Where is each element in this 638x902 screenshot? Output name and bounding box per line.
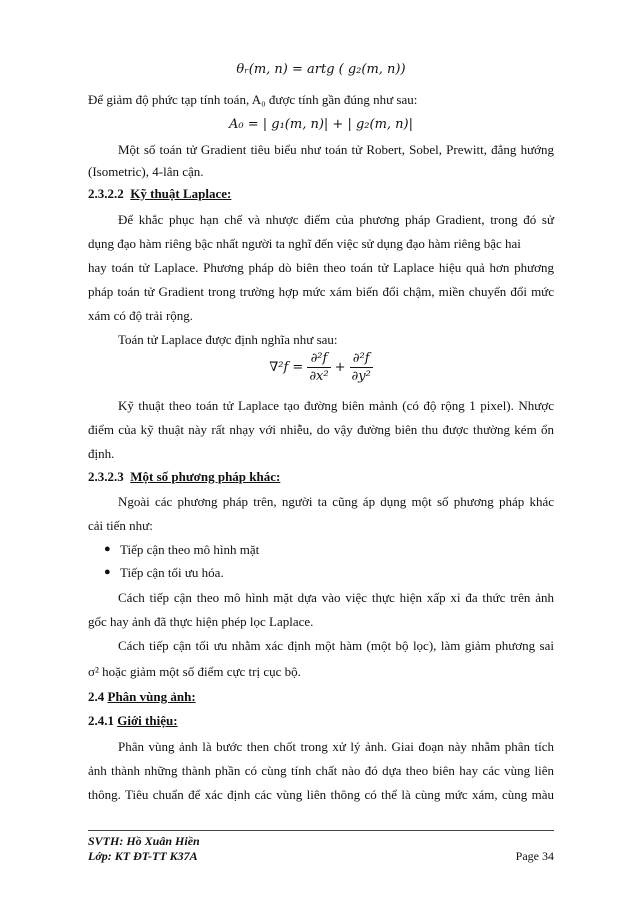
bullet-dot-icon: ● <box>104 566 111 578</box>
plus-sign: + <box>334 360 346 375</box>
paragraph-intro-line: Phân vùng ảnh là bước then chốt trong xử lý ảnh. Giai đoạn này nhằm phân tích <box>118 739 554 754</box>
paragraph-laplace-note-line: điểm của kỹ thuật này rất nhạy với nhiễu, do vậy đường biên thu được thường kém ổn <box>88 422 554 437</box>
paragraph-laplace-line: Để khắc phục hạn chế và nhược điểm của phương pháp Gradient, trong đó sử <box>118 212 554 227</box>
section-number: 2.3.2.2 <box>88 186 124 201</box>
paragraph-laplace-line: pháp toán tử Gradient trong trường hợp mức xám biến đổi chậm, miền chuyển đổi mức <box>88 284 554 299</box>
section-title: Kỹ thuật Laplace: <box>130 186 232 201</box>
numerator: ∂²f <box>350 350 373 368</box>
section-number: 2.4 <box>88 689 105 704</box>
bullet-dot-icon: ● <box>104 543 111 555</box>
paragraph-laplace-note-line: Kỹ thuật theo toán tử Laplace tạo đường biên mảnh (có độ rộng 1 pixel). Nhược <box>118 398 554 413</box>
paragraph-reduce: Để giảm độ phức tạp tính toán, A₀ được tính gần đúng như sau: <box>88 92 418 107</box>
equation-theta: θᵣ(m, n) = artg ( g₂(m, n)) <box>236 62 406 77</box>
bullet-item: Tiếp cận theo mô hình mặt <box>120 542 260 557</box>
footer-class: Lớp: KT ĐT-TT K37A <box>88 849 198 863</box>
paragraph-optimize-line: Cách tiếp cận tối ưu nhằm xác định một hàm (một bộ lọc), làm giảm phương sai <box>118 638 554 653</box>
paragraph-surface-line: Cách tiếp cận theo mô hình mặt dựa vào việc thực hiện xấp xỉ đa thức trên ảnh <box>118 590 554 605</box>
paragraph-surface-line: gốc hay ảnh đã thực hiện phép lọc Laplace. <box>88 614 314 629</box>
paragraph-laplace-line: hay toán tử Laplace. Phương pháp dò biên theo toán tử Laplace hiệu quả hơn phương <box>88 260 554 275</box>
paragraph-laplace-line: xám có độ trải rộng. <box>88 308 194 323</box>
denominator: ∂x² <box>309 369 329 384</box>
paragraph-intro-line: thông. Tiêu chuẩn để xác định các vùng liên thông có thể là cùng mức xám, cùng màu <box>88 787 554 802</box>
section-number: 2.4.1 <box>88 713 114 728</box>
paragraph-laplace-line: dụng đạo hàm riêng bậc nhất người ta nghĩ đến việc sử dụng đạo hàm riêng bậc hai <box>88 236 521 251</box>
paragraph-other-line: cải tiến như: <box>88 518 153 533</box>
section-heading-laplace <box>88 186 231 202</box>
section-heading-introduction <box>88 713 178 729</box>
section-number: 2.3.2.3 <box>88 469 124 484</box>
footer-divider <box>88 830 554 831</box>
section-title: Giới thiệu: <box>117 713 178 728</box>
equation-lhs: ∇²f = <box>269 360 304 375</box>
bullet-item: Tiếp cận tối ưu hóa. <box>120 565 224 580</box>
paragraph-laplace-note-line: định. <box>88 446 115 461</box>
numerator: ∂²f <box>307 350 330 368</box>
paragraph-laplace-definition: Toán tử Laplace được định nghĩa như sau: <box>118 332 338 347</box>
paragraph-gradient-ops-line: Một số toán tử Gradient tiêu biểu như toán tử Robert, Sobel, Prewitt, đẳng hướng <box>118 142 554 157</box>
paragraph-intro-line: ảnh thành những thành phần có cùng tính chất nào đó dựa theo biên hay các vùng liên <box>88 763 554 778</box>
fraction-dx <box>307 350 330 385</box>
equation-laplace <box>88 350 554 390</box>
section-title: Phân vùng ảnh: <box>107 689 196 704</box>
section-title: Một số phương pháp khác: <box>130 469 281 484</box>
section-heading-other-methods <box>88 469 280 485</box>
page-number: Page 34 <box>515 849 554 863</box>
paragraph-other-line: Ngoài các phương pháp trên, người ta cũng áp dụng một số phương pháp khác <box>118 494 554 509</box>
section-heading-segmentation <box>88 689 196 705</box>
paragraph-optimize-line: σ² hoặc giảm một số điểm cực trị cục bộ. <box>88 664 301 679</box>
denominator: ∂y² <box>351 369 371 384</box>
fraction-dy <box>350 350 373 385</box>
equation-a0: A₀ = | g₁(m, n)| + | g₂(m, n)| <box>229 117 413 132</box>
footer-student: SVTH: Hồ Xuân Hiền <box>88 834 200 848</box>
paragraph-gradient-ops-line: (Isometric), 4-lân cận. <box>88 164 204 179</box>
